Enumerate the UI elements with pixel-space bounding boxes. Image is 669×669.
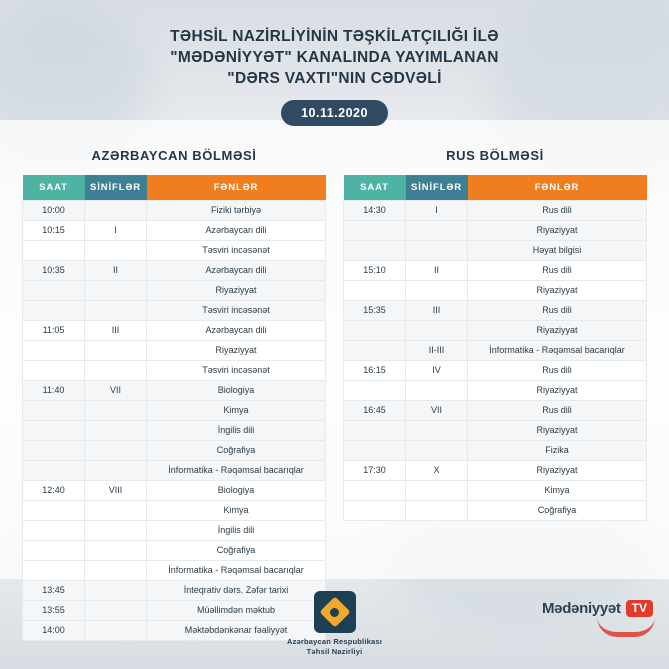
cell-time: 13:45 — [23, 581, 85, 601]
channel-tv-badge: TV — [626, 600, 653, 617]
table-row — [23, 501, 326, 521]
cell-subject: Rus dili — [468, 261, 647, 281]
cell-subject: Riyaziyyat — [147, 341, 326, 361]
cell-grade — [85, 521, 147, 541]
title-line-2: "MƏDƏNİYYƏT" KANALINDA YAYIMLANAN — [170, 49, 499, 66]
cell-time — [344, 481, 406, 501]
ministry-name-line-1: Azərbaycan Respublikası — [286, 637, 383, 646]
cell-grade — [85, 401, 147, 421]
cell-time — [344, 381, 406, 401]
table-row — [344, 481, 647, 501]
cell-time — [344, 441, 406, 461]
cell-time — [344, 501, 406, 521]
cell-subject: Rus dili — [468, 201, 647, 221]
cell-subject: Rus dili — [468, 361, 647, 381]
table-row — [23, 341, 326, 361]
cell-time: 10:00 — [23, 201, 85, 221]
table-row — [23, 361, 326, 381]
cell-subject: Kimya — [147, 501, 326, 521]
cell-time: 16:45 — [344, 401, 406, 421]
cell-subject: Riyaziyyat — [468, 221, 647, 241]
table-row — [23, 381, 326, 401]
schedule-sections — [0, 126, 669, 641]
cell-subject: Təsviri incəsənət — [147, 301, 326, 321]
cell-time — [23, 421, 85, 441]
cell-grade: I — [406, 201, 468, 221]
cell-subject: İnformatika - Rəqəmsal bacarıqlar — [147, 461, 326, 481]
cell-grade — [406, 381, 468, 401]
cell-grade — [85, 241, 147, 261]
table-row — [23, 261, 326, 281]
table-header-row — [23, 175, 326, 201]
cell-time — [23, 541, 85, 561]
cell-grade — [406, 321, 468, 341]
column-header-time: SAAT — [344, 175, 406, 201]
cell-time: 13:55 — [23, 601, 85, 621]
cell-subject: Həyat bilgisi — [468, 241, 647, 261]
cell-time: 15:10 — [344, 261, 406, 281]
cell-subject: İnteqrativ dərs. Zəfər tarixi — [147, 581, 326, 601]
table-row — [344, 361, 647, 381]
cell-time — [23, 401, 85, 421]
cell-time: 14:00 — [23, 621, 85, 641]
cell-time: 14:30 — [344, 201, 406, 221]
cell-grade — [85, 441, 147, 461]
table-row — [344, 221, 647, 241]
column-header-subject: FƏNLƏR — [468, 175, 647, 201]
table-row — [23, 441, 326, 461]
cell-grade — [406, 441, 468, 461]
schedule-table-russian — [343, 175, 647, 521]
table-row — [23, 541, 326, 561]
schedule-table-azerbaijani — [22, 175, 326, 641]
cell-grade — [406, 221, 468, 241]
cell-subject: Riyaziyyat — [468, 281, 647, 301]
cell-subject: Riyaziyyat — [468, 381, 647, 401]
cell-time — [23, 361, 85, 381]
table-row — [344, 441, 647, 461]
table-row — [344, 381, 647, 401]
title-line-3: "DƏRS VAXTI"NIN CƏDVƏLİ — [227, 70, 442, 87]
table-row — [23, 401, 326, 421]
cell-subject: İnformatika - Rəqəmsal bacarıqlar — [468, 341, 647, 361]
cell-grade: X — [406, 461, 468, 481]
cell-grade: II-III — [406, 341, 468, 361]
cell-grade — [85, 541, 147, 561]
cell-grade — [406, 481, 468, 501]
table-row — [344, 461, 647, 481]
section-russian — [343, 148, 647, 641]
cell-subject: Müəllimdən məktub — [147, 601, 326, 621]
table-row — [23, 481, 326, 501]
cell-time — [23, 521, 85, 541]
cell-time: 10:15 — [23, 221, 85, 241]
cell-subject: Riyaziyyat — [468, 321, 647, 341]
cell-subject: Rus dili — [468, 301, 647, 321]
cell-subject: Azərbaycan dili — [147, 321, 326, 341]
cell-time — [344, 321, 406, 341]
channel-name: Mədəniyyət — [541, 600, 621, 617]
table-row — [344, 261, 647, 281]
cell-time: 11:40 — [23, 381, 85, 401]
cell-time — [344, 221, 406, 241]
cell-time — [23, 241, 85, 261]
table-row — [23, 521, 326, 541]
table-row — [344, 281, 647, 301]
cell-time — [23, 281, 85, 301]
cell-subject: Azərbaycan dili — [147, 261, 326, 281]
cell-grade: VII — [85, 381, 147, 401]
table-row — [23, 241, 326, 261]
table-row — [344, 301, 647, 321]
cell-time: 10:35 — [23, 261, 85, 281]
ministry-name-line-2: Təhsil Nazirliyi — [306, 647, 363, 656]
table-row — [344, 341, 647, 361]
cell-subject: İngilis dili — [147, 521, 326, 541]
cell-grade — [85, 281, 147, 301]
cell-subject: Kimya — [468, 481, 647, 501]
column-header-grade: SİNİFLƏR — [85, 175, 147, 201]
table-body-azerbaijani — [23, 201, 326, 641]
cell-grade — [85, 421, 147, 441]
cell-time — [23, 501, 85, 521]
cell-subject: Biologiya — [147, 381, 326, 401]
column-header-time: SAAT — [23, 175, 85, 201]
cell-subject: Coğrafiya — [147, 541, 326, 561]
cell-time — [23, 301, 85, 321]
cell-subject: Təsviri incəsənət — [147, 241, 326, 261]
section-title-azerbaijani: AZƏRBAYCAN BÖLMƏSİ — [91, 148, 257, 163]
cell-subject: Kimya — [147, 401, 326, 421]
cell-subject: Fizika — [468, 441, 647, 461]
cell-grade: VIII — [85, 481, 147, 501]
cell-time — [344, 281, 406, 301]
channel-logo — [542, 600, 653, 617]
cell-subject: Coğrafiya — [147, 441, 326, 461]
cell-subject: Təsviri incəsənət — [147, 361, 326, 381]
table-row — [23, 461, 326, 481]
cell-time: 11:05 — [23, 321, 85, 341]
cell-grade — [406, 501, 468, 521]
cell-subject: Coğrafiya — [468, 501, 647, 521]
cell-grade — [406, 421, 468, 441]
cell-subject: Riyaziyyat — [468, 461, 647, 481]
cell-grade — [85, 461, 147, 481]
table-row — [23, 301, 326, 321]
cell-time — [23, 341, 85, 361]
cell-time: 15:35 — [344, 301, 406, 321]
cell-time — [23, 461, 85, 481]
ministry-emblem-icon — [314, 591, 356, 633]
cell-grade — [85, 341, 147, 361]
cell-time — [344, 421, 406, 441]
cell-grade: III — [85, 321, 147, 341]
date-badge: 10.11.2020 — [281, 100, 388, 126]
cell-grade — [406, 241, 468, 261]
table-row — [23, 201, 326, 221]
cell-grade — [85, 301, 147, 321]
section-azerbaijani — [22, 148, 326, 641]
table-row — [344, 501, 647, 521]
table-row — [344, 401, 647, 421]
cell-time: 17:30 — [344, 461, 406, 481]
cell-grade: IV — [406, 361, 468, 381]
cell-grade: III — [406, 301, 468, 321]
cell-time: 16:15 — [344, 361, 406, 381]
table-row — [344, 241, 647, 261]
cell-time — [23, 441, 85, 461]
column-header-subject: FƏNLƏR — [147, 175, 326, 201]
table-body-russian — [344, 201, 647, 521]
cell-grade: II — [85, 261, 147, 281]
column-header-grade: SİNİFLƏR — [406, 175, 468, 201]
table-row — [23, 321, 326, 341]
cell-time: 12:40 — [23, 481, 85, 501]
poster-header — [0, 0, 669, 126]
channel-swoosh-icon — [597, 617, 655, 637]
cell-grade: II — [406, 261, 468, 281]
ministry-logo — [230, 591, 440, 657]
table-header-row — [344, 175, 647, 201]
table-row — [344, 321, 647, 341]
cell-grade: VII — [406, 401, 468, 421]
section-title-russian: RUS BÖLMƏSİ — [446, 148, 544, 163]
table-row — [344, 421, 647, 441]
cell-grade: I — [85, 221, 147, 241]
cell-grade — [85, 201, 147, 221]
cell-subject: İngilis dili — [147, 421, 326, 441]
cell-grade — [85, 501, 147, 521]
table-row — [344, 201, 647, 221]
title-line-1: TƏHSİL NAZİRLİYİNİN TƏŞKİLATÇILIĞI İLƏ — [170, 28, 499, 45]
cell-subject: Fiziki tərbiyə — [147, 201, 326, 221]
table-row — [23, 221, 326, 241]
cell-time — [344, 241, 406, 261]
cell-subject: Azərbaycan dili — [147, 221, 326, 241]
table-row — [23, 421, 326, 441]
cell-subject: Riyaziyyat — [468, 421, 647, 441]
cell-subject: Riyaziyyat — [147, 281, 326, 301]
cell-subject: Rus dili — [468, 401, 647, 421]
cell-grade — [85, 361, 147, 381]
cell-subject: Məktəbdənkənar fəaliyyət — [147, 621, 326, 641]
cell-time — [344, 341, 406, 361]
cell-subject: Biologiya — [147, 481, 326, 501]
cell-subject: İnformatika - Rəqəmsal bacarıqlar — [147, 561, 326, 581]
cell-grade — [406, 281, 468, 301]
poster-footer — [0, 577, 669, 669]
table-row — [23, 281, 326, 301]
